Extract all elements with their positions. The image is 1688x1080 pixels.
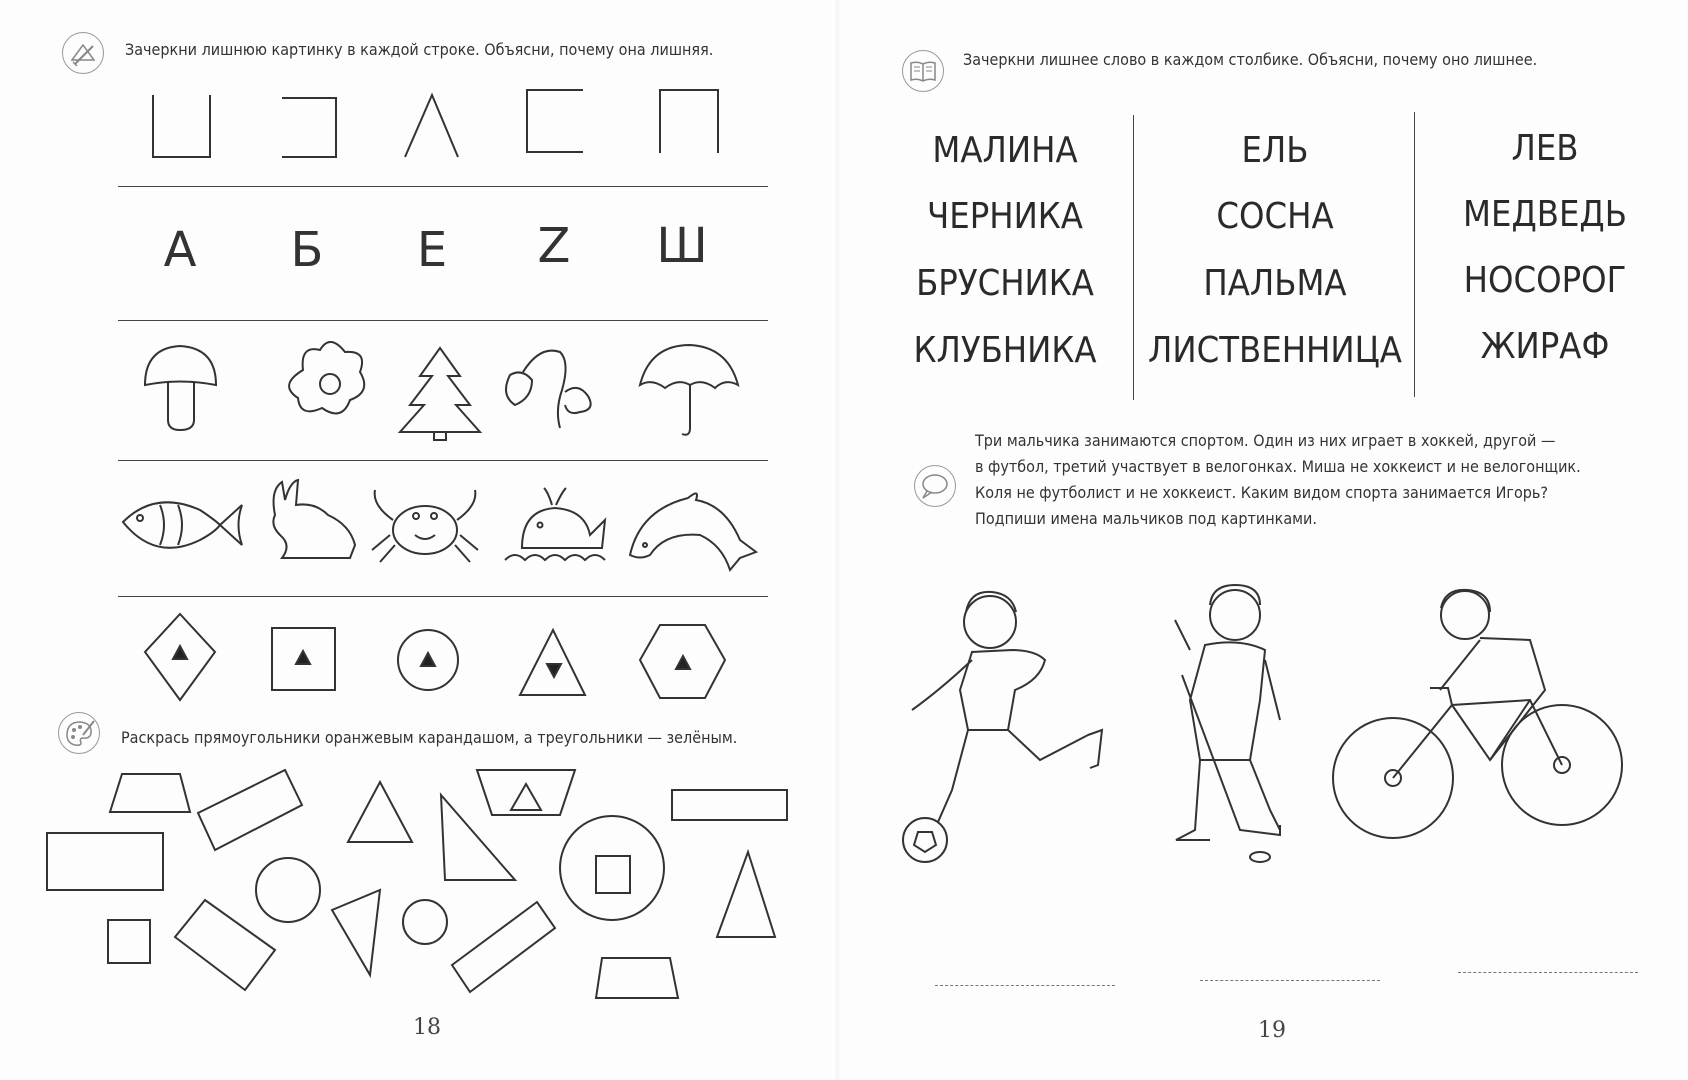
small-square-shape	[108, 920, 150, 963]
story-line: Подпиши имена мальчиков под картинками.	[975, 509, 1317, 528]
word-item: СОСНА	[1216, 196, 1334, 237]
word-item: БРУСНИКА	[916, 263, 1094, 304]
trapezoid-shape	[596, 958, 678, 998]
word-item: КЛУБНИКА	[913, 330, 1097, 371]
large-circle-shape	[560, 816, 664, 920]
inner-square-shape	[596, 856, 630, 893]
word-item: НОСОРОГ	[1463, 260, 1627, 301]
story-line: Три мальчика занимаются спортом. Один из них играет в хоккей, другой —	[975, 431, 1556, 450]
word-item: МАЛИНА	[932, 130, 1078, 171]
triangle-shape	[332, 890, 380, 975]
circle-shape	[403, 900, 447, 944]
tall-triangle-shape	[717, 852, 775, 937]
name-answer-line[interactable]	[935, 985, 1115, 986]
word-item: МЕДВЕДЬ	[1463, 194, 1627, 235]
story-line: Коля не футболист и не хоккеист. Каким видом спорта занимается Игорь?	[975, 483, 1549, 502]
inner-triangle-shape	[511, 784, 541, 810]
right-triangle-shape	[441, 795, 515, 880]
task1-instruction: Зачеркни лишнюю картинку в каждой строке. Объясни, почему она лишняя.	[125, 40, 714, 59]
triangle-shape	[348, 782, 412, 842]
word-item: ПАЛЬМА	[1203, 263, 1347, 304]
letter-item: Ш	[656, 218, 708, 274]
letter-item: А	[163, 222, 197, 278]
story-line: в футбол, третий участвует в велогонках. Миша не хоккеист и не велогонщик.	[975, 457, 1581, 476]
sport-pictures	[840, 0, 1688, 1080]
page-number: 19	[1258, 1018, 1286, 1043]
word-item: ЛИСТВЕННИЦА	[1148, 330, 1402, 371]
letter-item: Б	[290, 222, 324, 278]
name-answer-line[interactable]	[1200, 980, 1380, 981]
right-page	[840, 0, 1688, 1080]
rectangle-shape	[47, 833, 163, 890]
letter-item: Е	[416, 222, 448, 278]
cyclist-picture	[1333, 590, 1622, 838]
rotated-rectangle-shape	[175, 900, 275, 990]
task2-instruction: Раскрась прямоугольники оранжевым карандашом, а треугольники — зелёным.	[121, 728, 738, 747]
word-item: ЛЕВ	[1511, 128, 1579, 169]
word-item: ЖИРАФ	[1480, 326, 1610, 367]
rotated-rectangle-shape	[452, 902, 555, 992]
trapezoid-with-triangle-shape	[477, 770, 575, 815]
rotated-rectangle-shape	[198, 770, 302, 850]
trapezoid-shape	[110, 774, 190, 812]
circle-shape	[256, 858, 320, 922]
name-answer-line[interactable]	[1458, 972, 1638, 973]
task1-instruction: Зачеркни лишнее слово в каждом столбике. Объясни, почему оно лишнее.	[963, 50, 1538, 69]
hockey-player-picture	[1175, 585, 1280, 862]
football-player-picture	[903, 592, 1102, 862]
word-item: ЕЛЬ	[1241, 130, 1309, 171]
word-item: ЧЕРНИКА	[927, 196, 1083, 237]
left-page	[0, 0, 840, 1080]
long-rectangle-shape	[672, 790, 787, 820]
coloring-shapes	[0, 0, 840, 1080]
page-number: 18	[413, 1015, 441, 1040]
letter-item: Z	[537, 218, 571, 274]
